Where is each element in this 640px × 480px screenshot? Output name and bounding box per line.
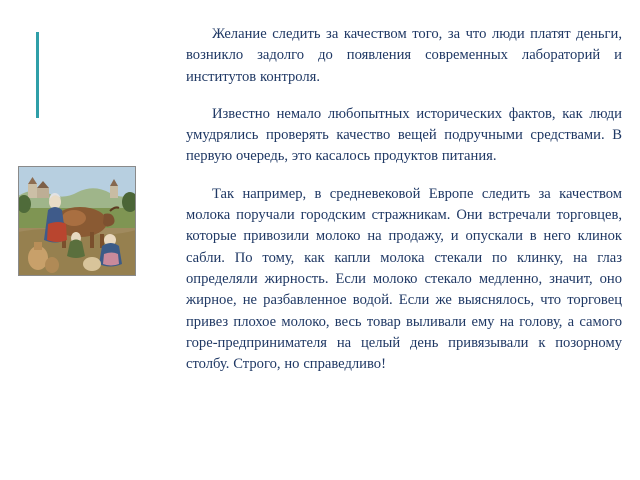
accent-bar — [36, 32, 39, 118]
paragraph-3: Так например, в средневековой Европе следить за качеством молока поручали городским стражникам. Они встречали торговцев, которые привозили молоко на продажу, и опускали в него клинок сабли. По тому, как капли молока стекали по клинку, на глаз определяли жирность. Если молоко стекало медленно, значит, оно жирное, не разбавленное водой. Если же выяснялось, что торговец привез плохое молоко, весь товар выливали ему на голову, а самого горе-предпринимателя на целый день привязывали к позорному столбу. Строго, но справедливо! — [186, 185, 622, 373]
body-text-column — [186, 24, 622, 375]
paragraph-1: Желание следить за качеством того, за что люди платят деньги, возникло задолго до появления современных лабораторий и институтов контроля. — [186, 26, 622, 85]
medieval-milking-scene-illustration — [18, 166, 136, 276]
paragraph-2: Известно немало любопытных исторических фактов, как люди умудрялись проверять качество вещей подручными средствами. В первую очередь, это касалось продуктов питания. — [186, 105, 622, 165]
